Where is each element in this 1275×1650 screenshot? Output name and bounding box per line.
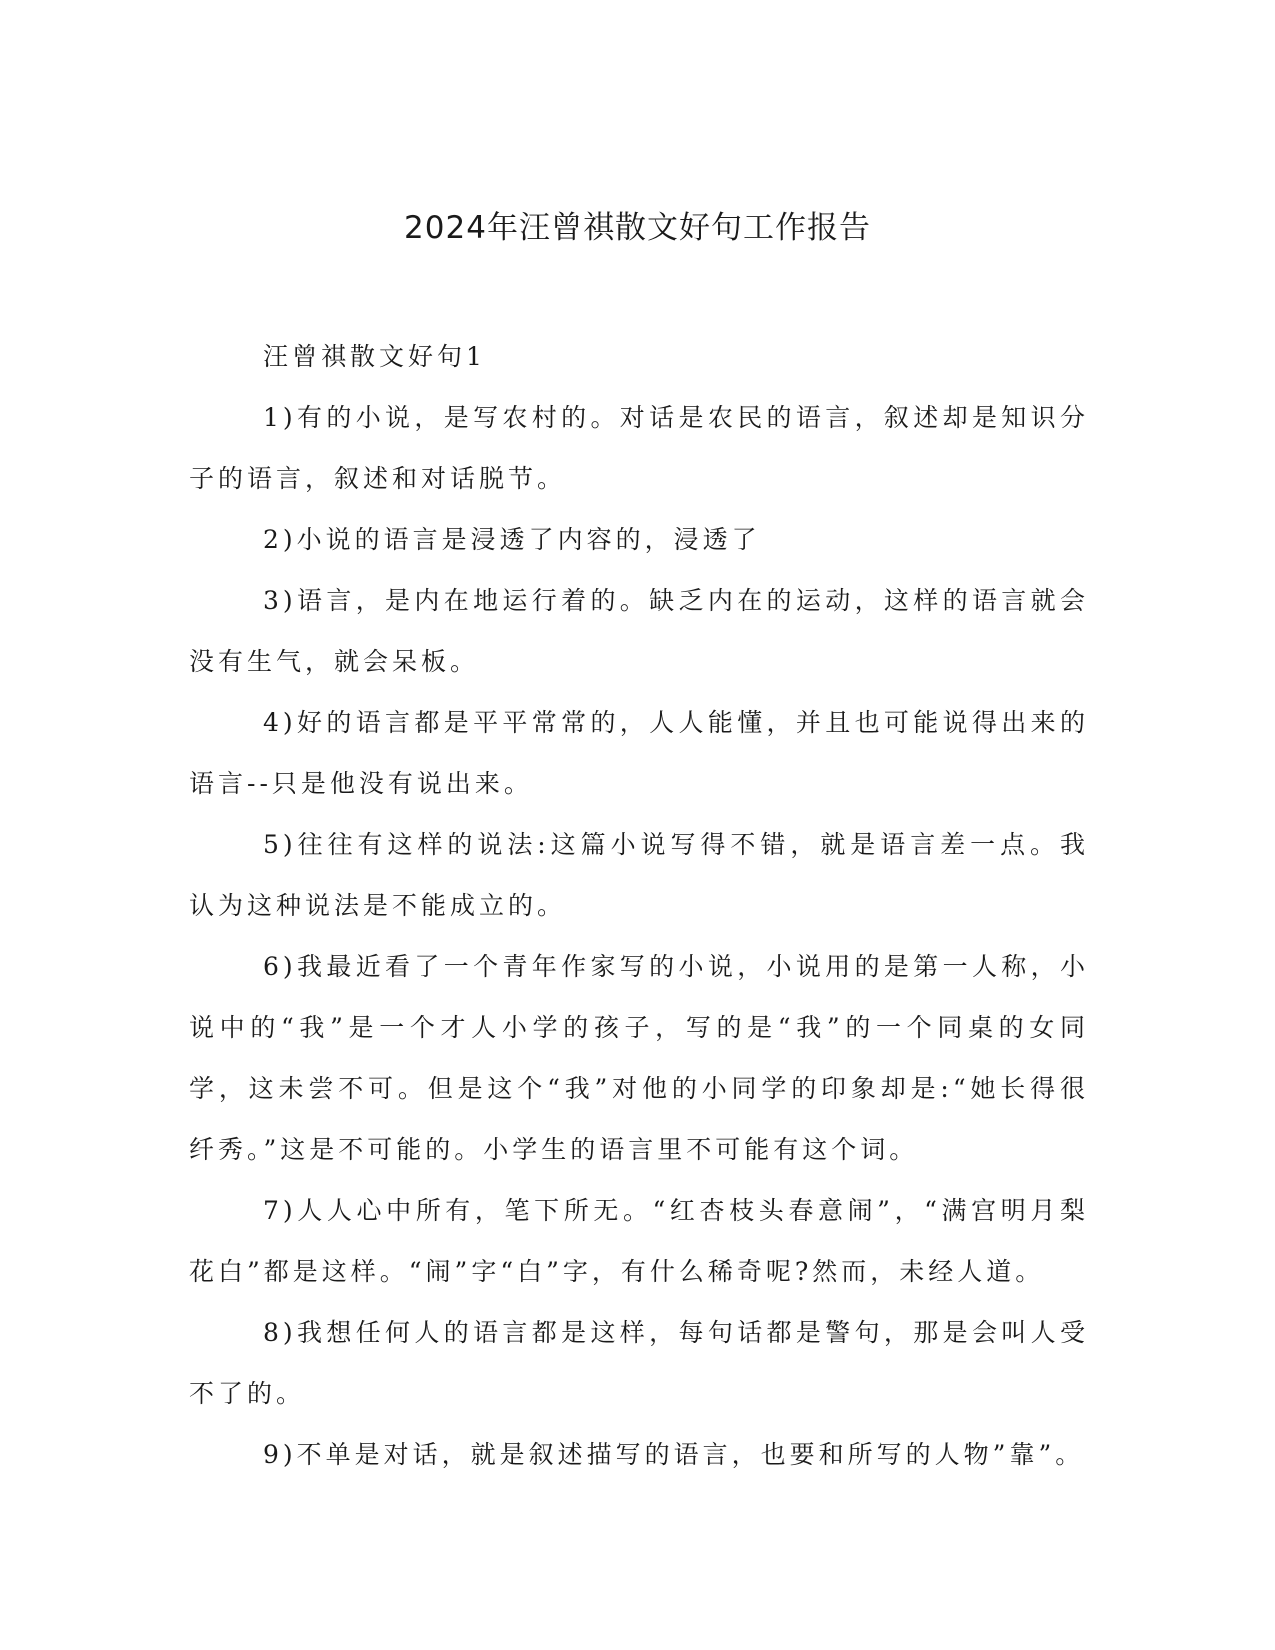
paragraph-9: 9)不单是对话，就是叙述描写的语言，也要和所写的人物”靠”。 [263,1440,1085,1469]
document-body [189,326,1089,1485]
paragraph-1: 1)有的小说，是写农村的。对话是农民的语言，叙述却是知识分子的语言，叙述和对话脱节。 [189,403,1089,493]
paragraph-4: 4)好的语言都是平平常常的，人人能懂，并且也可能说得出来的语言--只是他没有说出来。 [189,708,1089,798]
document-title: 2024年汪曾祺散文好句工作报告 [404,210,871,246]
paragraph-3: 3)语言，是内在地运行着的。缺乏内在的运动，这样的语言就会没有生气，就会呆板。 [189,586,1089,676]
paragraph-8: 8)我想任何人的语言都是这样，每句话都是警句，那是会叫人受不了的。 [189,1318,1089,1408]
paragraph-6: 6)我最近看了一个青年作家写的小说，小说用的是第一人称，小说中的“我”是一个才人小学的孩子，写的是“我”的一个同桌的女同学，这未尝不可。但是这个“我”对他的小同学的印象却是:“她长得很纤秀。”这是不可能的。小学生的语言里不可能有这个词。 [189,952,1089,1164]
paragraph-7: 7)人人心中所有，笔下所无。“红杏枝头春意闹”，“满宫明月梨花白”都是这样。“闹”字“白”字，有什么稀奇呢?然而，未经人道。 [189,1196,1089,1286]
section-heading: 汪曾祺散文好句1 [263,342,486,371]
paragraph-2: 2)小说的语言是浸透了内容的，浸透了 [263,525,761,554]
paragraph-5: 5)往往有这样的说法:这篇小说写得不错，就是语言差一点。我认为这种说法是不能成立的。 [189,830,1089,920]
